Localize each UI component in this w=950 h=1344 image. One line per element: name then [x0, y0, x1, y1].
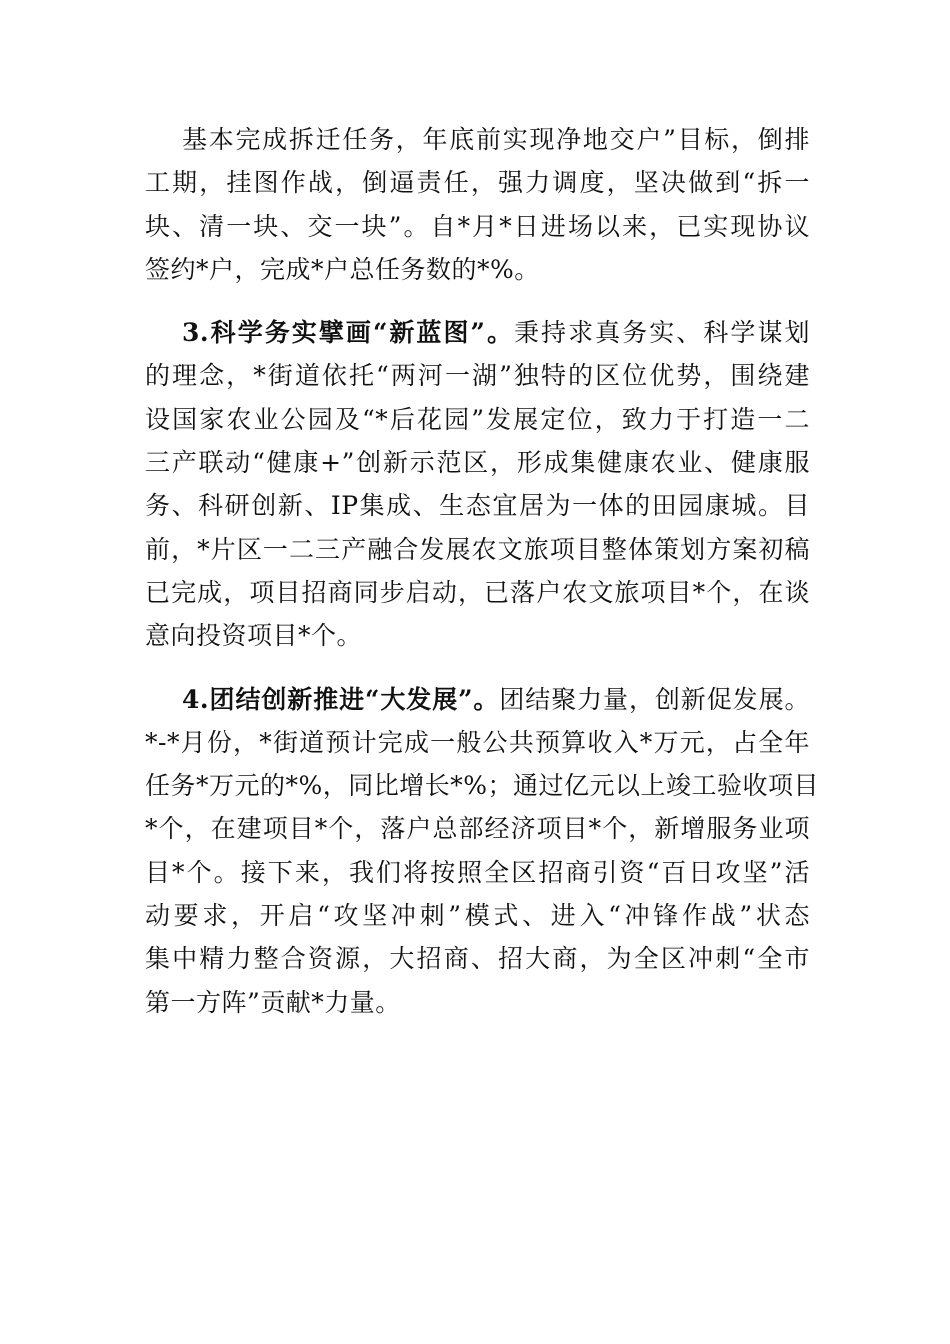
text-line: 第一方阵”贡献*力量。: [145, 987, 401, 1017]
text-line: 任务*万元的*%，同比增长*%；通过亿元以上竣工验收项目: [145, 771, 820, 801]
heading-rest: 团结聚力量，创新促发展。: [499, 684, 810, 714]
text-line: 块、清一块、交一块”。自*月*日进场以来，已实现协议: [145, 211, 810, 241]
text-line: 目*个。接下来，我们将按照全区招商引资“百日攻坚”活: [145, 857, 810, 887]
text-line: *-*月份，*街道预计完成一般公共预算收入*万元，占全年: [145, 727, 810, 757]
text-line: 三产联动“健康+”创新示范区，形成集健康农业、健康服: [145, 448, 810, 478]
text-line: 签约*户，完成*户总任务数的*%。: [145, 254, 540, 284]
text-line: 动要求，开启“攻坚冲刺”模式、进入“冲锋作战”状态: [145, 901, 810, 931]
text-line: 务、科研创新、IP集成、生态宜居为一体的田园康城。目: [145, 491, 810, 521]
section-heading: 4.团结创新推进“大发展”。: [182, 684, 500, 714]
text-line: 集中精力整合资源，大招商、招大商，为全区冲刺“全市: [145, 944, 810, 974]
document-page: [145, 118, 820, 1024]
text-line: 意向投资项目*个。: [145, 621, 363, 651]
section-heading: 3.科学务实擘画“新蓝图”。: [182, 318, 514, 348]
paragraph-demolition: [145, 118, 810, 291]
text-line: [145, 678, 810, 721]
text-line: 的理念，*街道依托“两河一湖”独特的区位优势，围绕建: [145, 361, 810, 391]
text-line: 前，*片区一二三产融合发展农文旅项目整体策划方案初稿: [145, 534, 810, 564]
paragraph-blueprint: [145, 311, 810, 657]
text-line: 已完成，项目招商同步启动，已落户农文旅项目*个，在谈: [145, 577, 810, 607]
text-line: *个，在建项目*个，落户总部经济项目*个，新增服务业项: [145, 814, 810, 844]
text-line: 工期，挂图作战，倒逼责任，强力调度，坚决做到“拆一: [145, 168, 810, 198]
text-line: 设国家农业公园及“*后花园”发展定位，致力于打造一二: [145, 404, 810, 434]
text-line: [145, 311, 810, 354]
paragraph-development: [145, 678, 820, 1024]
text-line: 基本完成拆迁任务，年底前实现净地交户”目标，倒排: [182, 125, 810, 154]
heading-rest: 秉持求真务实、科学谋划: [514, 318, 810, 348]
